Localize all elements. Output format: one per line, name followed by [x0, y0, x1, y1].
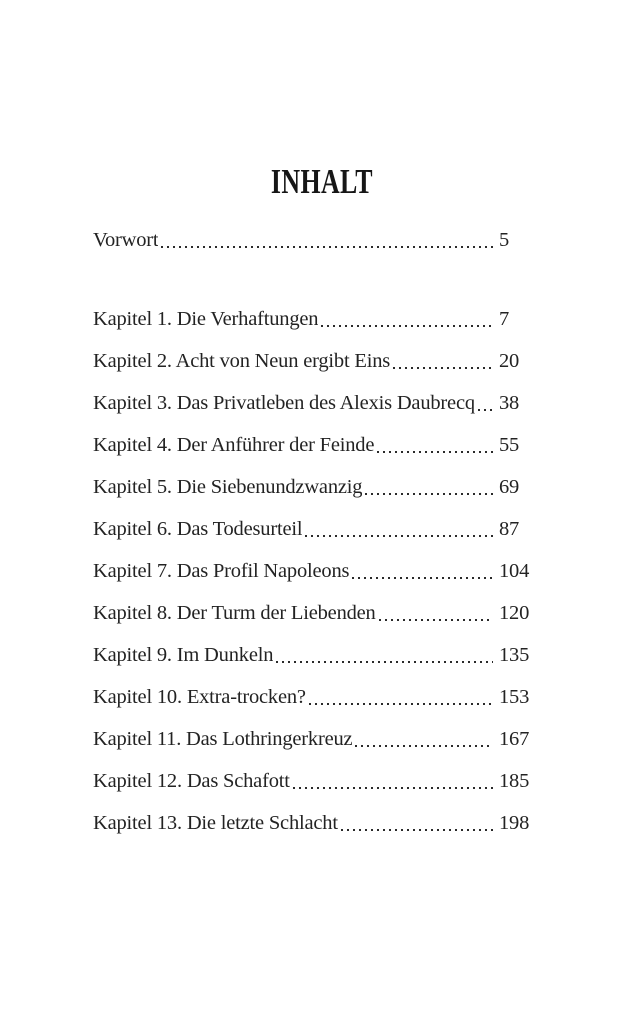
toc-row-main	[93, 684, 493, 710]
dot-leader	[355, 745, 493, 747]
toc-row-main	[93, 600, 493, 626]
dot-leader	[321, 325, 493, 327]
toc-entry-page: 38	[499, 392, 520, 414]
dot-leader	[352, 577, 493, 579]
toc-entry-label: Kapitel 7. Das Profil Napoleons	[93, 560, 350, 582]
page-title-wrap	[0, 162, 644, 202]
toc-entry-page: 153	[499, 686, 530, 708]
toc-row-main	[93, 726, 493, 752]
toc-row	[93, 600, 573, 626]
toc-entry-page: 120	[499, 602, 530, 624]
toc-row-main	[93, 642, 493, 668]
toc-entry-label: Kapitel 9. Im Dunkeln	[93, 644, 274, 666]
toc-row-main	[93, 348, 493, 374]
toc-entry-label: Kapitel 5. Die Siebenundzwanzig	[93, 476, 363, 498]
dot-leader	[309, 703, 493, 705]
toc-entry-page: 185	[499, 770, 530, 792]
toc-entry-page: 198	[499, 812, 530, 834]
toc-row	[93, 474, 573, 500]
toc-row	[93, 558, 573, 584]
toc-entry-label: Kapitel 2. Acht von Neun ergibt Eins	[93, 350, 391, 372]
toc-row	[93, 348, 573, 374]
toc-entry-page: 20	[499, 350, 520, 372]
toc-row	[93, 810, 573, 836]
toc-entry-label: Kapitel 4. Der Anführer der Feinde	[93, 434, 375, 456]
toc-row-main	[93, 810, 493, 836]
toc-row	[93, 227, 573, 253]
toc-entry-page: 87	[499, 518, 520, 540]
toc-row-main	[93, 390, 493, 416]
toc-entry-page: 55	[499, 434, 520, 456]
toc-row	[93, 390, 573, 416]
toc-row-main	[93, 306, 493, 332]
dot-leader	[161, 246, 493, 248]
toc-row-main	[93, 768, 493, 794]
toc-row	[93, 726, 573, 752]
dot-leader	[379, 619, 493, 621]
toc-entry-label: Kapitel 3. Das Privatleben des Alexis Daubrecq	[93, 392, 475, 414]
toc-row-main	[93, 474, 493, 500]
toc-row	[93, 432, 573, 458]
toc-entry-page: 69	[499, 476, 520, 498]
toc-entry-page: 135	[499, 644, 530, 666]
dot-leader	[377, 451, 493, 453]
toc-entry-label: Kapitel 6. Das Todesurteil	[93, 518, 303, 540]
dot-leader	[341, 829, 493, 831]
toc-entry-label: Kapitel 11. Das Lothringerkreuz	[93, 728, 353, 750]
toc-entry-label: Vorwort	[93, 229, 159, 251]
dot-leader	[365, 493, 493, 495]
toc-entry-page: 5	[499, 229, 510, 251]
dot-leader	[393, 367, 493, 369]
toc-entry-page: 104	[499, 560, 530, 582]
toc-row-main	[93, 516, 493, 542]
dot-leader	[293, 787, 493, 789]
dot-leader	[478, 409, 493, 411]
dot-leader	[276, 661, 493, 663]
toc-row-main	[93, 227, 493, 253]
toc-entry-label: Kapitel 13. Die letzte Schlacht	[93, 812, 338, 834]
toc-row	[93, 306, 573, 332]
toc-entry-page: 167	[499, 728, 530, 750]
toc-row	[93, 684, 573, 710]
toc-row	[93, 516, 573, 542]
toc-row	[93, 642, 573, 668]
toc-entry-label: Kapitel 10. Extra-trocken?	[93, 686, 306, 708]
toc-entry-label: Kapitel 12. Das Schafott	[93, 770, 290, 792]
toc-entry-page: 7	[499, 308, 510, 330]
toc-entry-label: Kapitel 8. Der Turm der Liebenden	[93, 602, 376, 624]
toc-entry-label: Kapitel 1. Die Verhaftungen	[93, 308, 319, 330]
table-of-contents	[93, 227, 573, 852]
page-title: INHALT	[270, 162, 374, 201]
toc-row-main	[93, 558, 493, 584]
toc-row-main	[93, 432, 493, 458]
toc-row	[93, 768, 573, 794]
dot-leader	[305, 535, 493, 537]
